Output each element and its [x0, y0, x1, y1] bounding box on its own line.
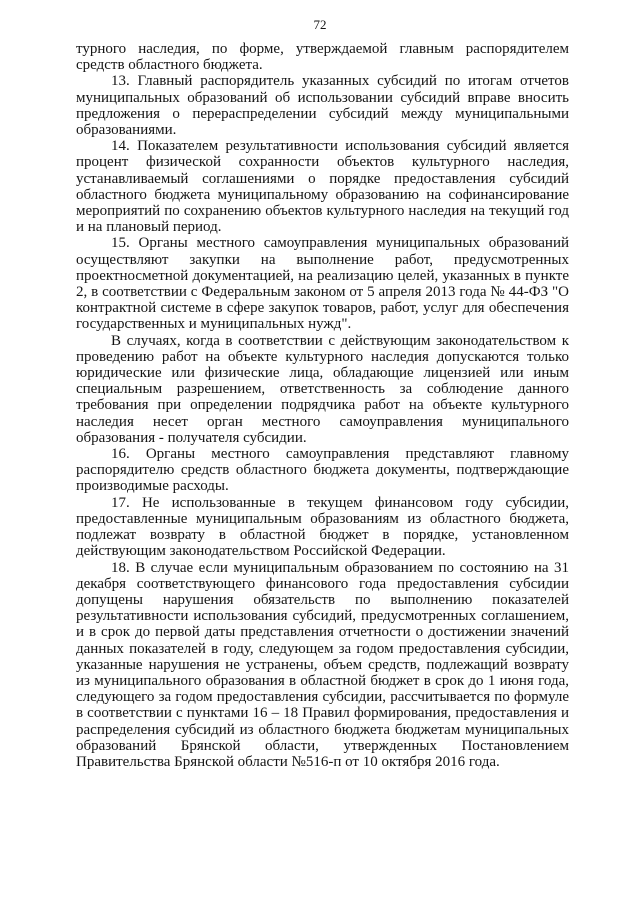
paragraph-18: 18. В случае если муниципальным образованием по состоянию на 31 декабря соответствующего финансового года предоставления субсидии допущены нарушения обязательств по выполнению показателей результативности использования субсидий, предусмотренных соглашением, и в срок до первой даты представления отчетности о достижении значений данных показателей в году, следующем за годом предоставления субсидии, указанные нарушения не устранены, объем средств, подлежащий возврату из муниципального образования в областной бюджет в срок до 1 июня года, следующего за годом предоставления субсидии, рассчитывается по формуле в соответствии с пунктами 16 – 18 Правил формирования, предоставления и распределения субсидий из областного бюджета бюджетам муниципальных образований Брянской области, утвержденных Постановлением Правительства Брянской области №516-п от 10 октября 2016 года. [76, 559, 569, 770]
paragraph-continuation: турного наследия, по форме, утверждаемой главным распорядителем средств областного бюджета. [76, 41, 569, 74]
paragraph-15: 15. Органы местного самоуправления муниципальных образований осуществляют закупки на выполнение работ, предусмотренных проектносметной документацией, на реализацию целей, указанных в пункте 2, в соответствии с Федеральным законом от 5 апреля 2013 года № 44-ФЗ "О контрактной системе в сфере закупок товаров, работ, услуг для обеспечения государственных и муниципальных нужд". [76, 235, 569, 333]
paragraph-16: 16. Органы местного самоуправления представляют главному распорядителю средств областного бюджета документы, подтверждающие производимые расходы. [76, 446, 569, 495]
paragraph-13: 13. Главный распорядитель указанных субсидий по итогам отчетов муниципальных образований об использовании субсидий вправе вносить предложения о перераспределении субсидий между муниципальными образованиями. [76, 73, 569, 139]
document-body [76, 41, 569, 770]
paragraph-17: 17. Не использованные в текущем финансовом году субсидии, предоставленные муниципальным образованиям из областного бюджета, подлежат возврату в областной бюджет в порядке, установленном действующим законодательством Российской Федерации. [76, 494, 569, 560]
page-number: 72 [313, 17, 327, 32]
paragraph-15-licensing: В случаях, когда в соответствии с действующим законодательством к проведению работ на объекте культурного наследия допускаются только юридические или физические лица, обладающие лицензией или иным специальным разрешением, ответственность за соблюдение данного требования при определении подрядчика работ на объекте культурного наследия несет орган местного самоуправления муниципального образования - получателя субсидии. [76, 332, 569, 446]
paragraph-14: 14. Показателем результативности использования субсидий является процент физической сохранности объектов культурного наследия, устанавливаемый соглашениями о порядке предоставления субсидий областного бюджета муниципальному образованию на софинансирование мероприятий по сохранению объектов культурного наследия на текущий год и на плановый период. [76, 138, 569, 236]
